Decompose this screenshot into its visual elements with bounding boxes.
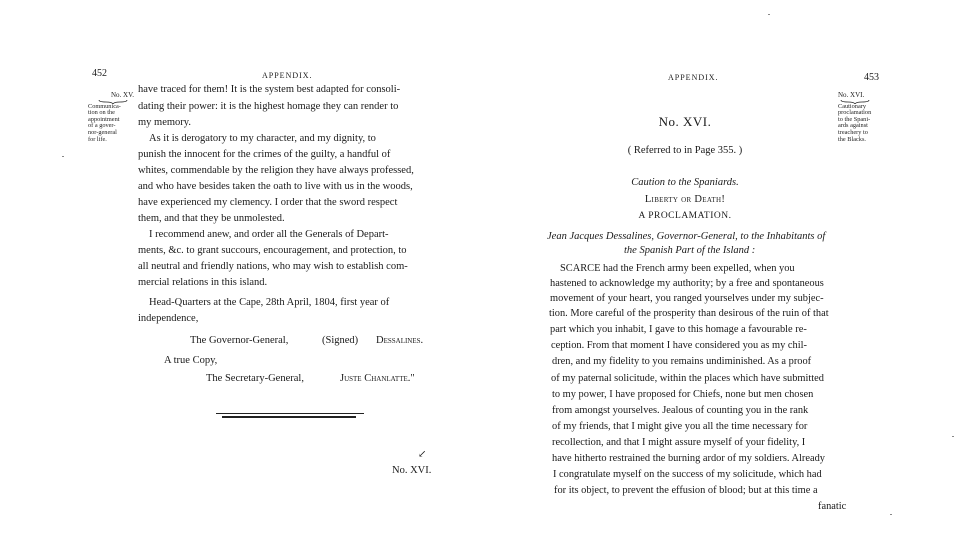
- scan-speck: [768, 14, 770, 15]
- margin-note-line: for life.: [88, 135, 107, 143]
- margin-note-line: nor-general: [88, 128, 117, 136]
- scan-speck: [890, 514, 892, 515]
- body-line: for its object, to prevent the effusion of blood; but at this time a: [554, 485, 818, 496]
- body-line: movement of your heart, you ranged yourselves under my subjec-: [550, 293, 824, 304]
- body-line: of my friends, that I might give you all the time necessary for: [552, 421, 808, 432]
- margin-note-label: No. XV.: [110, 91, 134, 99]
- page-reference: ( Referred to in Page 355. ): [627, 145, 743, 156]
- body-line: hastened to acknowledge my authority; by a free and spontaneous: [550, 278, 824, 289]
- section-heading: No. XVI.: [658, 114, 712, 129]
- margin-note-line: ards against: [838, 122, 868, 130]
- address-line: Jean Jacques Dessalines, Governor-General, to the Inhabitants of: [547, 231, 826, 242]
- body-line: recollection, and that I might assure myself of your fidelity, I: [552, 437, 806, 448]
- dateline: independence,: [138, 313, 199, 324]
- body-line: have experienced my clemency. I order that the sword respect: [138, 197, 398, 208]
- page-number-left: 452: [92, 68, 107, 79]
- margin-note-line: Cautionary: [838, 102, 866, 110]
- body-line: from amongst yourselves. Jealous of counting you in the rank: [552, 405, 809, 416]
- margin-note-line: appointment: [88, 115, 120, 123]
- caution-title: Caution to the Spaniards.: [631, 177, 739, 188]
- margin-note-line: treachery to: [838, 128, 868, 136]
- margin-note-line: the Blacks.: [838, 135, 866, 143]
- margin-note-right: [838, 92, 892, 143]
- body-line: tion. More careful of the prosperity than desirous of the ruin of that: [549, 308, 829, 319]
- catchword: No. XVI.: [392, 465, 432, 476]
- motto: Liberty or Death!: [644, 194, 726, 205]
- body-line: I congratulate myself on the success of my solicitude, which had: [553, 469, 822, 480]
- running-head-left: APPENDIX.: [262, 71, 313, 80]
- body-line: dating their power: it is the highest homage they can render to: [138, 101, 399, 112]
- margin-note-line: proclamation: [838, 109, 872, 117]
- body-line: fanatic: [818, 501, 847, 512]
- body-line: all neutral and friendly nations, who may wish to establish com-: [138, 261, 408, 272]
- scan-speck: [952, 436, 954, 437]
- margin-note-line: of a gover-: [88, 122, 116, 130]
- body-line: dren, and my fidelity to you remains undiminished. As a proof: [552, 356, 812, 367]
- signature-name: Dessalines.: [376, 335, 424, 346]
- body-line: whites, commendable by the religion they have always professed,: [138, 165, 414, 176]
- body-line: of my paternal solicitude, within the places which have submitted: [551, 373, 824, 384]
- body-line: part which you inhabit, I gave to this homage a favourable re-: [550, 324, 807, 335]
- proclamation-heading: A PROCLAMATION.: [638, 211, 732, 221]
- running-head-right: APPENDIX.: [668, 73, 719, 82]
- margin-note-line: tion on the: [88, 109, 115, 117]
- body-line: and who have besides taken the oath to live with us in the woods,: [138, 181, 413, 192]
- body-line: them, and that they be unmolested.: [138, 213, 285, 224]
- true-copy: A true Copy,: [164, 355, 218, 366]
- body-line: punish the innocent for the crimes of the guilty, a handful of: [138, 149, 391, 160]
- body-line: have hitherto restrained the burning ardor of my soldiers. Already: [552, 453, 825, 464]
- margin-note-line: to the Spani-: [838, 115, 871, 123]
- page-number-right: 453: [864, 72, 879, 83]
- margin-note-left: [88, 92, 134, 143]
- signature-title: The Governor-General,: [190, 335, 289, 346]
- divider-rule: [216, 413, 364, 414]
- body-line: ments, &c. to grant succours, encouragement, and protection, to: [138, 245, 407, 256]
- dateline: Head-Quarters at the Cape, 28th April, 1804, first year of: [149, 297, 390, 308]
- body-line: ception. From that moment I have considered you as my chil-: [551, 340, 807, 351]
- signature-signed: (Signed): [322, 335, 359, 346]
- margin-note-label: No. XVI.: [838, 91, 865, 99]
- body-line: I recommend anew, and order all the Generals of Depart-: [149, 229, 389, 240]
- scan-speck: [62, 156, 64, 157]
- margin-note-line: Communica-: [88, 102, 121, 110]
- body-line: SCARCE had the French army been expelled, when you: [560, 263, 795, 274]
- pencil-mark-icon: ↙: [418, 449, 427, 460]
- body-line: my memory.: [138, 117, 191, 128]
- secretary-name: Juste Chanlatte.": [340, 373, 415, 384]
- secretary-title: The Secretary-General,: [206, 373, 304, 384]
- body-line: to my power, I have proposed for Chiefs, none but men chosen: [552, 389, 814, 400]
- divider-rule: [222, 416, 356, 418]
- body-line: As it is derogatory to my character, and my dignity, to: [149, 133, 376, 144]
- body-line: mercial relations in this island.: [138, 277, 268, 288]
- body-line: have traced for them! It is the system best adapted for consoli-: [138, 84, 401, 95]
- address-line: the Spanish Part of the Island :: [624, 245, 756, 256]
